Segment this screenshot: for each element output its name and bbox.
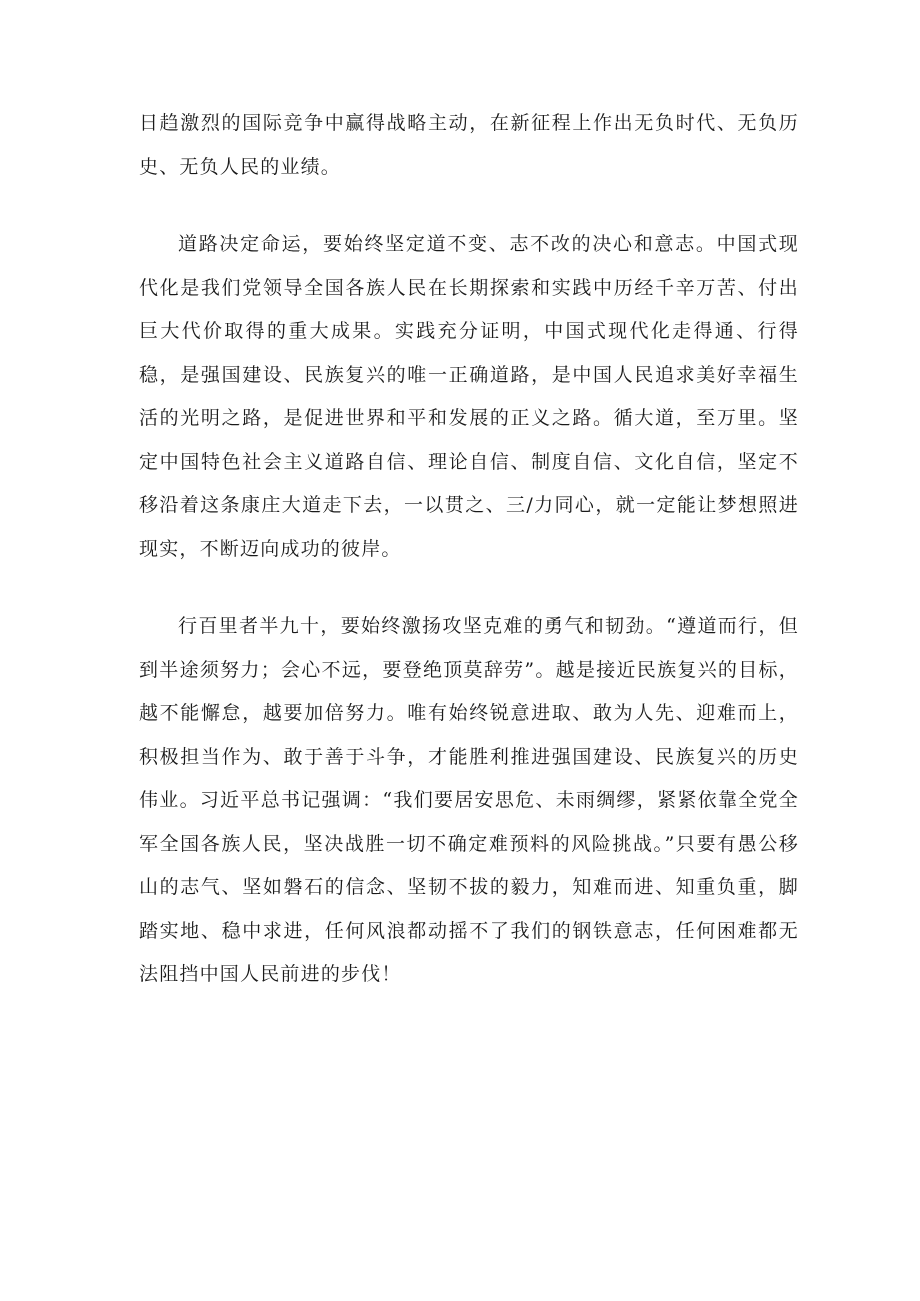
text-line: 习近平总书记强调：“我们要居安思危、未雨绸缪，紧紧依靠全党全军全国: [139, 789, 799, 855]
text-line: 气、坚如磐石的信念、坚韧不拔的毅力，知难而进、知重负重，脚踏实地、: [139, 876, 799, 942]
text-line: 国建设、民族复兴的唯一正确道路，是中国人民追求美好幸福生活的光明之: [139, 363, 799, 429]
text-line: 成功的彼岸。: [280, 537, 402, 560]
document-body: [139, 102, 799, 997]
paragraph-gap: [139, 571, 799, 605]
paragraph-gap: [139, 189, 799, 223]
text-line: 人民前进的步伐！: [240, 963, 402, 985]
paragraph-continuation: [139, 102, 799, 189]
text-line: 代价取得的重大成果。实践充分证明，中国式现代化走得通、行得稳，是强: [139, 320, 799, 386]
text-line: 路，是促进世界和平和发展的正义之路。循大道，至万里。坚定中国特色社: [139, 407, 799, 473]
text-line: 行百里者半九十，要始终激扬攻坚克难的勇气和韧劲。“遵道而行，但: [178, 615, 799, 637]
text-line: 会主义道路自信、理论自信、制度自信、文化自信，坚定不移沿着这条康庄: [139, 450, 800, 516]
text-line: 越不能懈怠，越要加倍努力。唯有始终锐意进取、敢为人先、迎难而上，积: [139, 702, 799, 768]
text-line: 到半途须努力；会心不远，要登绝顶莫辞劳”。越是接近民族复兴的目标，: [139, 658, 799, 681]
text-line: 无负人民的业绩。: [179, 155, 342, 178]
paragraph-hundred-li: [139, 605, 799, 997]
text-line: 各族人民，坚决战胜一切不确定难预料的风险挑战。”只要有愚公移山的志: [139, 832, 799, 898]
paragraph-road-decides-destiny: [139, 223, 799, 571]
text-line: 日趋激烈的国际竞争中赢得战略主动，在新征程上作出无负时代、无负历史、: [139, 112, 799, 178]
text-line: 稳中求进，任何风浪都动摇不了我们的钢铁意志，任何困难都无法阻挡中国: [139, 919, 799, 985]
text-line: 道路决定命运，要始终坚定道不变、志不改的决心和意志。中国式现代: [139, 233, 799, 299]
text-line: 化是我们党领导全国各族人民在长期探索和实践中历经千辛万苦、付出巨大: [139, 276, 799, 342]
text-line: 极担当作为、敢于善于斗争，才能胜利推进强国建设、民族复兴的历史伟业。: [139, 745, 799, 811]
text-line: 大道走下去，一以贯之、三/力同心，就一定能让梦想照进现实，不断迈向: [139, 494, 799, 560]
